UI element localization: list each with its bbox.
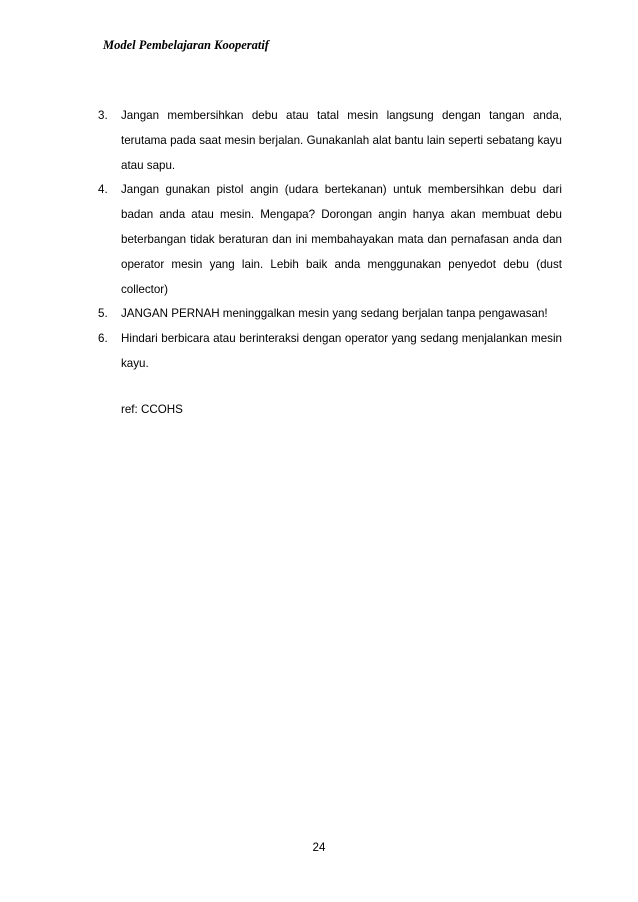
list-item-number: 5. (98, 307, 108, 321)
list-item-number: 6. (98, 332, 108, 346)
reference-note: ref: CCOHS (121, 403, 183, 416)
safety-rules-list (98, 104, 562, 377)
list-item-text: JANGAN PERNAH meninggalkan mesin yang sedang berjalan tanpa pengawasan! (121, 307, 548, 321)
page-number: 24 (312, 841, 326, 854)
list-item (98, 178, 562, 302)
list-item-text: Jangan gunakan pistol angin (udara bertekanan) untuk membersihkan debu dari badan anda atau mesin. Mengapa? Dorongan angin hanya akan membuat debu beterbangan tidak beraturan dan ini membahayakan mata dan pernafasan anda dan operator mesin yang lain. Lebih baik anda menggunakan penyedot debu (dust collector) (121, 183, 562, 296)
list-item-text: Hindari berbicara atau berinteraksi dengan operator yang sedang menjalankan mesin kayu. (121, 332, 562, 370)
list-item (98, 327, 562, 377)
list-item-number: 4. (98, 183, 108, 197)
running-header: Model Pembelajaran Kooperatif (103, 38, 269, 52)
list-item (98, 302, 562, 327)
list-item-text: Jangan membersihkan debu atau tatal mesin langsung dengan tangan anda, terutama pada saat mesin berjalan. Gunakanlah alat bantu lain seperti sebatang kayu atau sapu. (121, 109, 562, 172)
list-item (98, 104, 562, 178)
list-item-number: 3. (98, 109, 108, 122)
